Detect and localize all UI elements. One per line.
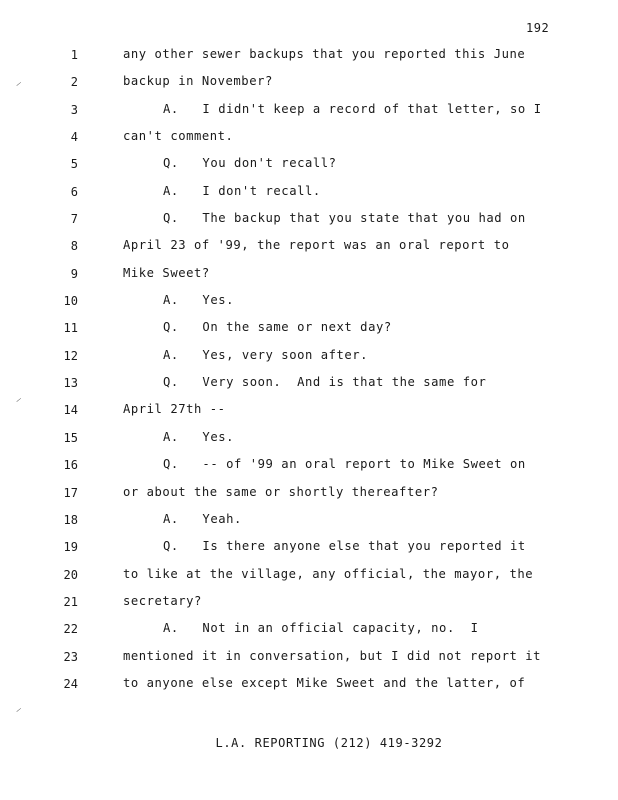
transcript-body bbox=[0, 44, 618, 700]
transcript-line bbox=[0, 454, 618, 481]
line-text: Q. Very soon. And is that the same for bbox=[163, 375, 487, 390]
line-number: 8 bbox=[70, 239, 78, 254]
line-text: mentioned it in conversation, but I did not report it bbox=[123, 648, 542, 663]
line-text: or about the same or shortly thereafter? bbox=[123, 484, 439, 499]
reporter-footer: L.A. REPORTING (212) 419-3292 bbox=[215, 736, 443, 750]
margin-mark: ⸝ bbox=[16, 77, 21, 88]
line-number: 18 bbox=[63, 512, 78, 527]
transcript-line bbox=[0, 290, 618, 317]
margin-mark: ⸝ bbox=[16, 393, 21, 404]
line-text: A. Not in an official capacity, no. I bbox=[163, 621, 479, 636]
transcript-line bbox=[0, 399, 618, 426]
transcript-line bbox=[0, 372, 618, 399]
transcript-line bbox=[0, 536, 618, 563]
line-text: Q. -- of '99 an oral report to Mike Sweet on bbox=[163, 457, 526, 472]
line-number: 17 bbox=[63, 485, 78, 500]
line-number: 22 bbox=[63, 622, 78, 637]
line-number: 11 bbox=[63, 321, 78, 336]
line-number: 21 bbox=[63, 594, 78, 609]
line-number: 15 bbox=[63, 430, 78, 445]
line-text: A. I didn't keep a record of that letter, so I bbox=[163, 101, 542, 116]
margin-mark: ⸝ bbox=[16, 703, 21, 714]
line-text: Q. On the same or next day? bbox=[163, 320, 392, 335]
line-number: 23 bbox=[63, 649, 78, 664]
transcript-line bbox=[0, 71, 618, 98]
line-text: A. I don't recall. bbox=[163, 183, 321, 198]
line-text: A. Yes, very soon after. bbox=[163, 347, 369, 362]
transcript-line bbox=[0, 509, 618, 536]
line-text: can't comment. bbox=[123, 129, 234, 144]
line-number: 3 bbox=[70, 102, 78, 117]
transcript-line bbox=[0, 646, 618, 673]
line-number: 24 bbox=[63, 676, 78, 691]
line-text: to anyone else except Mike Sweet and the latter, of bbox=[123, 675, 526, 690]
transcript-line bbox=[0, 126, 618, 153]
line-text: backup in November? bbox=[123, 74, 273, 89]
line-number: 13 bbox=[63, 376, 78, 391]
transcript-line bbox=[0, 618, 618, 645]
transcript-line bbox=[0, 44, 618, 71]
line-number: 20 bbox=[63, 567, 78, 582]
line-number: 1 bbox=[70, 48, 78, 62]
page-number: 192 bbox=[526, 21, 550, 35]
line-number: 16 bbox=[63, 458, 78, 473]
line-number: 19 bbox=[63, 540, 78, 555]
line-text: A. Yes. bbox=[163, 429, 234, 444]
transcript-line bbox=[0, 427, 618, 454]
line-text: Q. You don't recall? bbox=[163, 156, 337, 171]
line-text: April 23 of '99, the report was an oral report to bbox=[123, 238, 510, 253]
line-number: 2 bbox=[70, 75, 78, 90]
line-text: any other sewer backups that you reported this June bbox=[123, 47, 526, 61]
line-text: Mike Sweet? bbox=[123, 265, 210, 280]
transcript-line bbox=[0, 263, 618, 290]
line-text: A. Yeah. bbox=[163, 511, 242, 526]
line-number: 12 bbox=[63, 348, 78, 363]
transcript-line bbox=[0, 673, 618, 700]
line-number: 14 bbox=[63, 403, 78, 418]
line-number: 4 bbox=[70, 130, 78, 145]
line-text: secretary? bbox=[123, 593, 202, 608]
line-text: A. Yes. bbox=[163, 293, 234, 308]
line-number: 7 bbox=[70, 212, 78, 227]
line-text: Q. Is there anyone else that you reported it bbox=[163, 539, 526, 554]
line-number: 5 bbox=[70, 157, 78, 172]
transcript-line bbox=[0, 482, 618, 509]
line-text: April 27th -- bbox=[123, 402, 226, 417]
transcript-line bbox=[0, 564, 618, 591]
transcript-line bbox=[0, 235, 618, 262]
line-text: to like at the village, any official, the mayor, the bbox=[123, 566, 534, 581]
line-text: Q. The backup that you state that you had on bbox=[163, 211, 526, 226]
transcript-line bbox=[0, 208, 618, 235]
line-number: 6 bbox=[70, 184, 78, 199]
transcript-line bbox=[0, 591, 618, 618]
transcript-line bbox=[0, 345, 618, 372]
transcript-line bbox=[0, 181, 618, 208]
line-number: 9 bbox=[70, 266, 78, 281]
transcript-line bbox=[0, 153, 618, 180]
transcript-line bbox=[0, 317, 618, 344]
line-number: 10 bbox=[63, 294, 78, 309]
transcript-line bbox=[0, 99, 618, 126]
